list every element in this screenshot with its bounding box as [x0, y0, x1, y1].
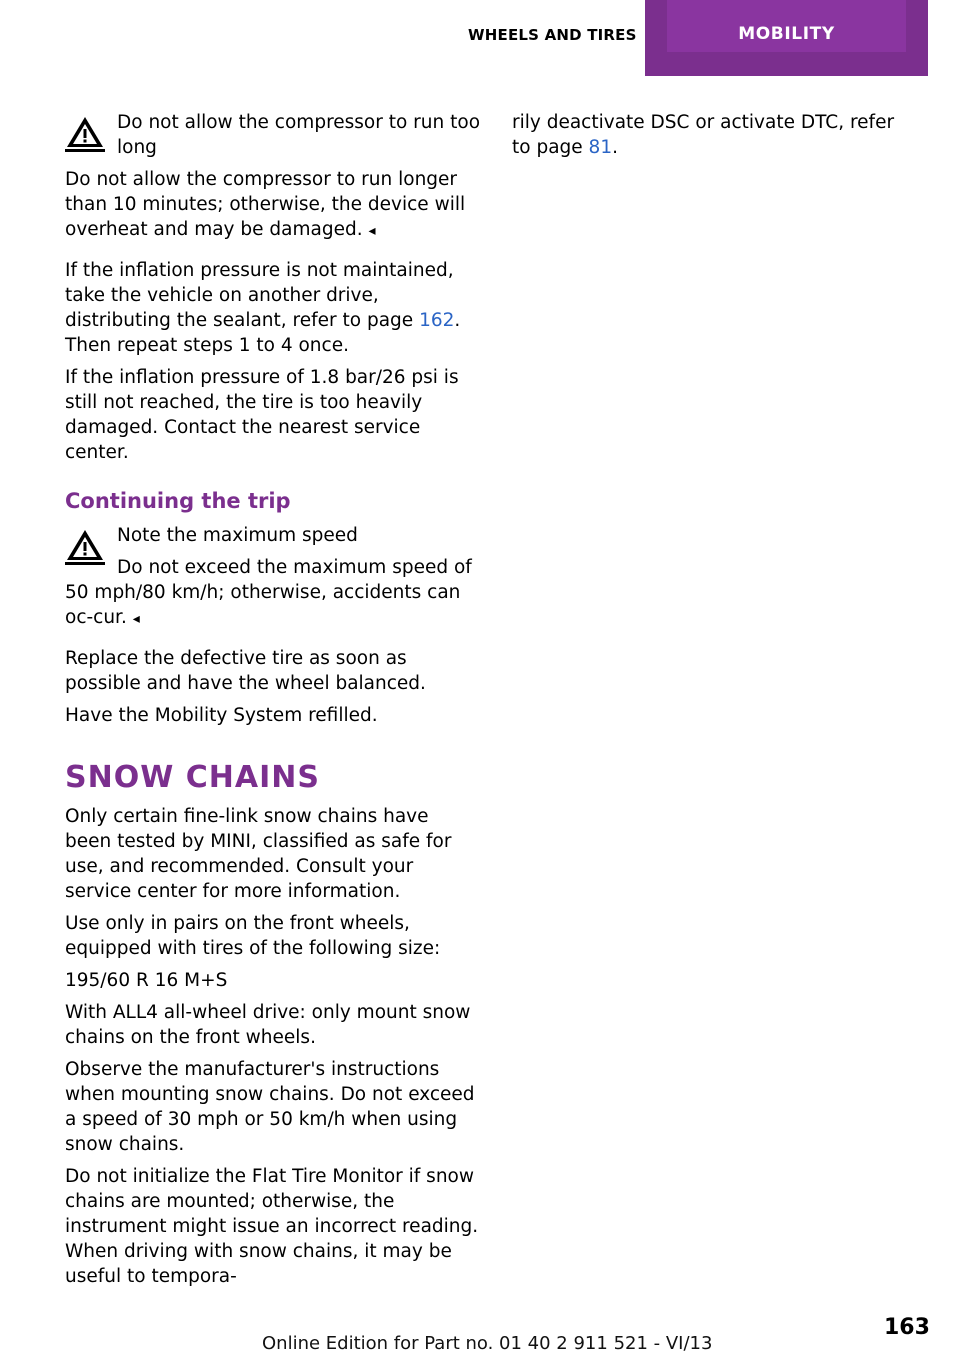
paragraph: Have the Mobility System refilled. [65, 705, 378, 726]
chapter-tab-label: MOBILITY [667, 0, 906, 52]
warning-title-line: long [117, 137, 157, 158]
paragraph: Use only in pairs on the front wheels, equipped with tires of the following size: [65, 913, 441, 959]
right-column [512, 110, 912, 167]
online-edition-footer: Online Edition for Part no. 01 40 2 911 521 - VI/13 [262, 1333, 713, 1354]
running-header-section: WHEELS AND TIRES [468, 26, 637, 44]
left-column [65, 110, 480, 1296]
page-link-81[interactable]: 81 [588, 137, 613, 158]
warning-body-line: Do not exceed the maximum speed of [117, 557, 472, 578]
warning-title-line: Do not allow the compressor to run too [117, 112, 481, 133]
paragraph: rily deactivate DSC or activate DTC, refer to page 81. [512, 112, 895, 158]
paragraph: If the inflation pressure of 1.8 bar/26 psi is still not reached, the tire is too heavily damaged. Contact the nearest service center. [65, 367, 459, 463]
paragraph: Only certain fine-link snow chains have been tested by MINI, classified as safe for use, and recommended. Consult your service center for more information. [65, 806, 452, 902]
page-link-162[interactable]: 162 [419, 310, 455, 331]
section-heading-snow-chains: SNOW CHAINS [65, 760, 320, 795]
end-mark: ◂ [368, 223, 376, 239]
tire-size: 195/60 R 16 M+S [65, 970, 228, 991]
paragraph: Do not initialize the Flat Tire Monitor if snow chains are mounted; otherwise, the instrument might issue an incorrect reading. When driving with snow chains, it may be useful to tempora- [65, 1166, 479, 1287]
paragraph: Observe the manufacturer's instructions when mounting snow chains. Do not exceed a speed of 30 mph or 50 km/h when using snow chains. [65, 1059, 475, 1155]
compressor-warning [65, 110, 480, 160]
warning-body: 50 mph/80 km/h; otherwise, accidents can oc-cur. ◂ [65, 582, 461, 628]
paragraph: If the inflation pressure is not maintained, take the vehicle on another drive, distributing the sealant, refer to page 162. Then repeat steps 1 to 4 once. [65, 260, 461, 356]
paragraph: With ALL4 all-wheel drive: only mount snow chains on the front wheels. [65, 1002, 471, 1048]
paragraph: Replace the defective tire as soon as possible and have the wheel balanced. [65, 648, 426, 694]
warning-body: Do not allow the compressor to run longer than 10 minutes; otherwise, the device will overheat and may be damaged. ◂ [65, 169, 466, 240]
speed-warning [65, 523, 480, 580]
chapter-tab [645, 0, 928, 76]
end-mark: ◂ [132, 611, 140, 627]
warning-title: Note the maximum speed [117, 525, 358, 546]
warning-triangle-icon [65, 527, 105, 565]
page-number: 163 [884, 1315, 930, 1340]
warning-triangle-icon [65, 114, 105, 152]
section-heading-continuing-trip: Continuing the trip [65, 489, 291, 513]
